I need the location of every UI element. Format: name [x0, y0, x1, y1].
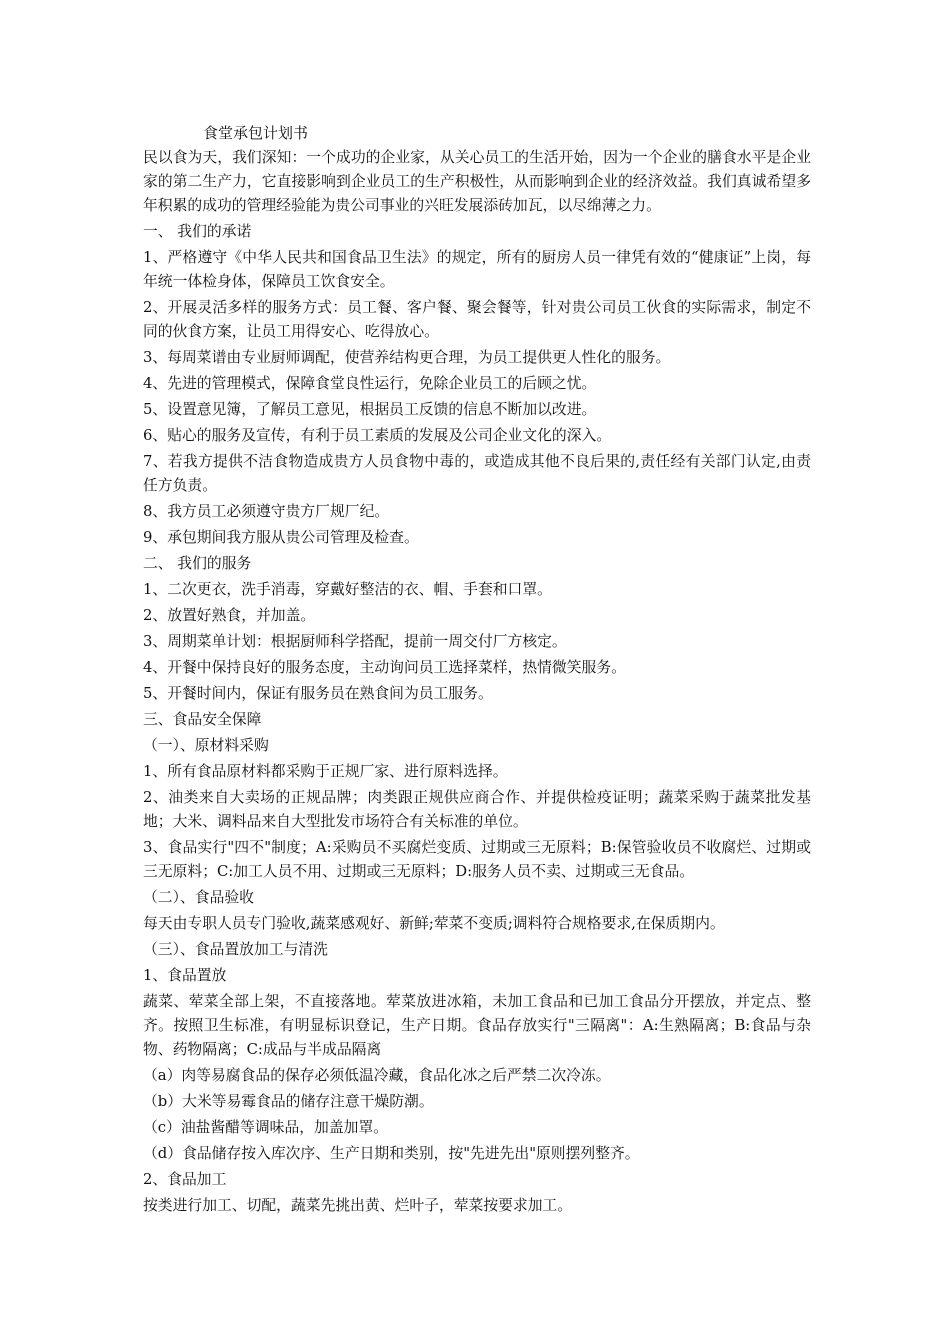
paragraph: 5、设置意见簿，了解员工意见，根据员工反馈的信息不断加以改进。 [143, 401, 597, 418]
paragraph: 1、食品置放 [143, 967, 227, 984]
document-body [143, 146, 811, 1218]
paragraph: 8、我方员工必须遵守贵方厂规厂纪。 [143, 503, 390, 520]
paragraph: 1、所有食品原材料都采购于正规厂家、进行原料选择。 [143, 763, 508, 780]
paragraph: 5、开餐时间内，保证有服务员在熟食间为员工服务。 [143, 685, 493, 702]
paragraph: （a）肉等易腐食品的保存必须低温冷藏，食品化冰之后严禁二次冷冻。 [143, 1067, 611, 1084]
paragraph: 每天由专职人员专门验收,蔬菜感观好、新鲜;荤菜不变质;调料符合规格要求,在保质期内。 [143, 915, 725, 932]
paragraph: 9、承包期间我方服从贵公司管理及检查。 [143, 529, 419, 546]
paragraph: 按类进行加工、切配，蔬菜先挑出黄、烂叶子，荤菜按要求加工。 [143, 1197, 573, 1214]
paragraph: （二）、食品验收 [143, 889, 254, 906]
document-title: 食堂承包计划书 [203, 124, 309, 142]
document-page [143, 120, 811, 1220]
paragraph: 2、食品加工 [143, 1171, 227, 1188]
paragraph: 民以食为天，我们深知：一个成功的企业家，从关心员工的生活开始，因为一个企业的膳食水平是企业家的第二生产力，它直接影响到企业员工的生产积极性，从而影响到企业的经济效益。我们真诚希望多年积累的成功的管理经验能为贵公司事业的兴旺发展添砖加瓦，以尽绵薄之力。 [143, 149, 811, 214]
paragraph: （一）、原材料采购 [143, 737, 269, 754]
paragraph: 2、放置好熟食，并加盖。 [143, 607, 316, 624]
paragraph: 3、食品实行"四不"制度；A:采购员不买腐烂变质、过期或三无原料；B:保管验收员不收腐烂、过期或三无原料；C:加工人员不用、过期或三无原料；D:服务人员不卖、过期或三无食品。 [143, 839, 811, 880]
paragraph: 4、先进的管理模式，保障食堂良性运行，免除企业员工的后顾之忧。 [143, 375, 597, 392]
paragraph: 1、严格遵守《中华人民共和国食品卫生法》的规定，所有的厨房人员一律凭有效的“健康证”上岗，每年统一体检身体，保障员工饮食安全。 [143, 249, 811, 290]
paragraph: 2、油类来自大卖场的正规品牌；肉类跟正规供应商合作、并提供检疫证明；蔬菜采购于蔬菜批发基地；大米、调料品来自大型批发市场符合有关标准的单位。 [143, 789, 811, 830]
paragraph: （b）大米等易霉食品的储存注意干燥防潮。 [143, 1093, 434, 1110]
paragraph: 7、若我方提供不洁食物造成贵方人员食物中毒的，或造成其他不良后果的,责任经有关部门认定,由责任方负责。 [143, 453, 811, 494]
paragraph: 三、食品安全保障 [143, 711, 262, 728]
paragraph: 蔬菜、荤菜全部上架，不直接落地。荤菜放进冰箱，未加工食品和已加工食品分开摆放，并定点、整齐。按照卫生标准，有明显标识登记，生产日期。食品存放实行"三隔离"：A:生熟隔离；B:食品与杂物、药物隔离；C:成品与半成品隔离 [143, 993, 811, 1058]
paragraph: 2、开展灵活多样的服务方式：员工餐、客户餐、聚会餐等，针对贵公司员工伙食的实际需求，制定不同的伙食方案，让员工用得安心、吃得放心。 [143, 299, 811, 340]
paragraph: （c）油盐酱醋等调味品，加盖加罩。 [143, 1119, 389, 1136]
paragraph: 3、周期菜单计划：根据厨师科学搭配，提前一周交付厂方核定。 [143, 633, 567, 650]
paragraph: 3、每周菜谱由专业厨师调配，使营养结构更合理，为员工提供更人性化的服务。 [143, 349, 671, 366]
paragraph: 一、 我们的承诺 [143, 223, 252, 240]
paragraph: 1、二次更衣，洗手消毒，穿戴好整洁的衣、帽、手套和口罩。 [143, 581, 552, 598]
paragraph: 4、开餐中保持良好的服务态度，主动询问员工选择菜样，热情微笑服务。 [143, 659, 626, 676]
paragraph: （三）、食品置放加工与清洗 [143, 941, 328, 958]
paragraph: （d）食品储存按入库次序、生产日期和类别，按"先进先出"原则摆列整齐。 [143, 1145, 640, 1162]
paragraph: 二、 我们的服务 [143, 555, 252, 572]
paragraph: 6、贴心的服务及宣传，有利于员工素质的发展及公司企业文化的深入。 [143, 427, 612, 444]
